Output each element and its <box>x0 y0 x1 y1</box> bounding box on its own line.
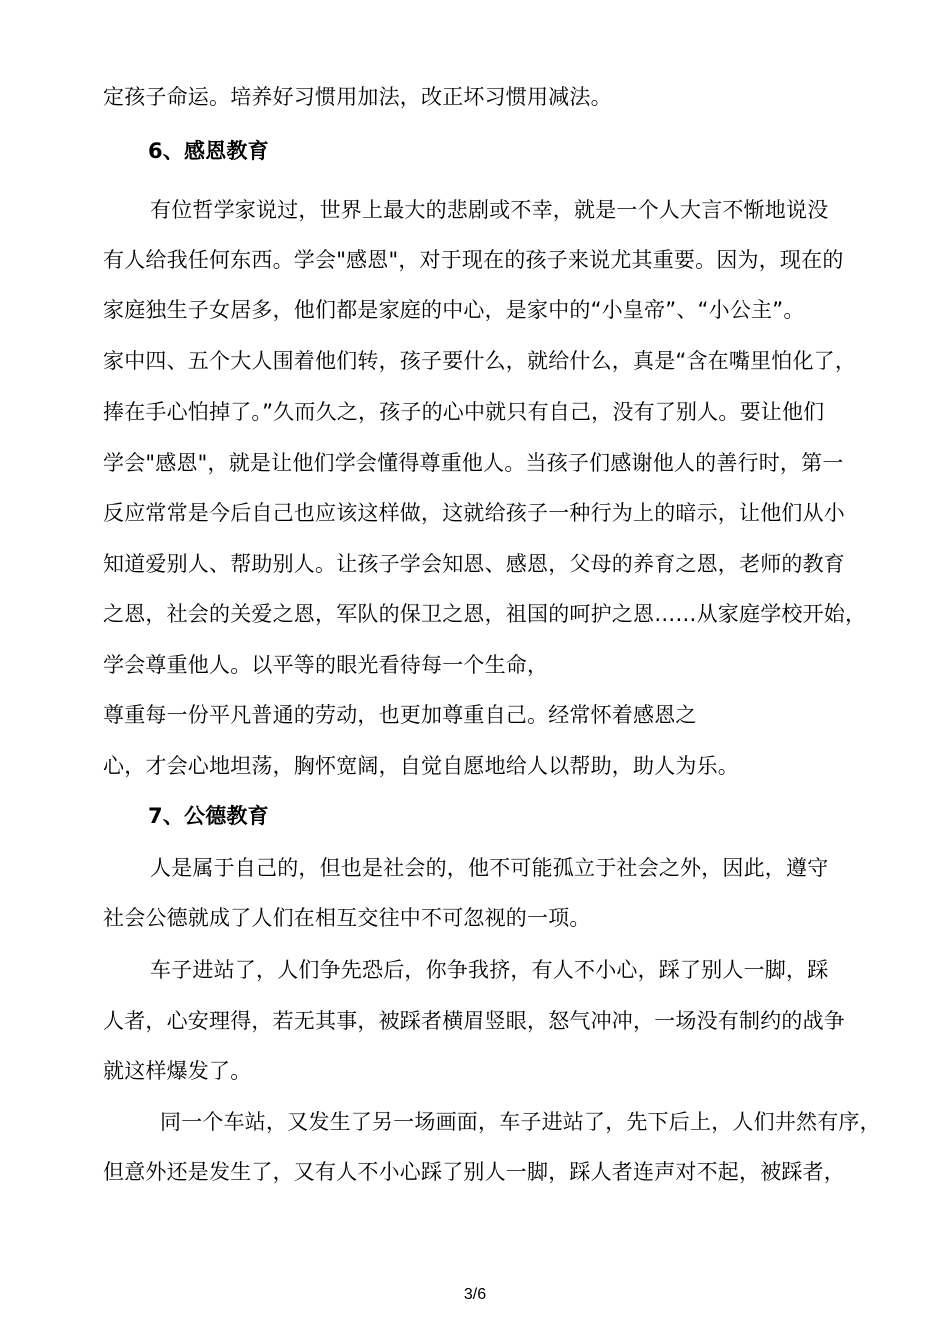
page-number: 3/6 <box>463 1286 487 1303</box>
text-line: 同一个车站，又发生了另一场画面，车子进站了，先下后上，人们井然有序， <box>160 1110 881 1134</box>
text-line: 捧在手心怕掉了。”久而久之，孩子的心中就只有自己，没有了别人。要让他们 <box>103 400 825 424</box>
text-line: 定孩子命运。培养好习惯用加法，改正坏习惯用减法。 <box>103 85 612 109</box>
text-line: 知道爱别人、帮助别人。让孩子学会知恩、感恩，父母的养育之恩，老师的教育 <box>103 552 845 576</box>
section-heading-gratitude: 6、感恩教育 <box>148 139 269 163</box>
text-line: 就这样爆发了。 <box>103 1059 252 1083</box>
text-line: 人者，心安理得，若无其事，被踩者横眉竖眼，怒气冲冲，一场没有制约的战争 <box>103 1009 845 1033</box>
section-heading-public-morality: 7、公德教育 <box>148 804 269 828</box>
text-line: 社会公德就成了人们在相互交往中不可忽视的一项。 <box>103 906 591 930</box>
text-line: 家中四、五个大人围着他们转，孩子要什么，就给什么，真是“含在嘴里怕化了， <box>103 349 857 373</box>
text-line: 有位哲学家说过，世界上最大的悲剧或不幸，就是一个人大言不惭地说没 <box>150 198 829 222</box>
text-line: 之恩，社会的关爱之恩，军队的保卫之恩，祖国的呵护之恩……从家庭学校开始， <box>103 602 867 626</box>
text-line: 学会尊重他人。以平等的眼光看待每一个生命， <box>103 653 549 677</box>
text-line: 车子进站了，人们争先恐后，你争我挤，有人不小心，踩了别人一脚，踩 <box>150 958 829 982</box>
text-line: 反应常常是今后自己也应该这样做，这就给孩子一种行为上的暗示，让他们从小 <box>103 501 845 525</box>
text-line: 但意外还是发生了，又有人不小心踩了别人一脚，踩人者连声对不起，被踩者， <box>103 1160 845 1184</box>
text-line: 人是属于自己的，但也是社会的，他不可能孤立于社会之外，因此，遵守 <box>150 856 829 880</box>
text-line: 学会"感恩"，就是让他们学会懂得尊重他人。当孩子们感谢他人的善行时，第一 <box>103 451 844 475</box>
text-line: 家庭独生子女居多，他们都是家庭的中心，是家中的“小皇帝”、“小公主”。 <box>103 298 805 322</box>
text-line: 有人给我任何东西。学会"感恩"，对于现在的孩子来说尤其重要。因为，现在的 <box>103 248 844 272</box>
text-line: 尊重每一份平凡普通的劳动，也更加尊重自己。经常怀着感恩之 <box>103 703 697 727</box>
text-line: 心，才会心地坦荡，胸怀宽阔，自觉自愿地给人以帮助，助人为乐。 <box>103 754 739 778</box>
